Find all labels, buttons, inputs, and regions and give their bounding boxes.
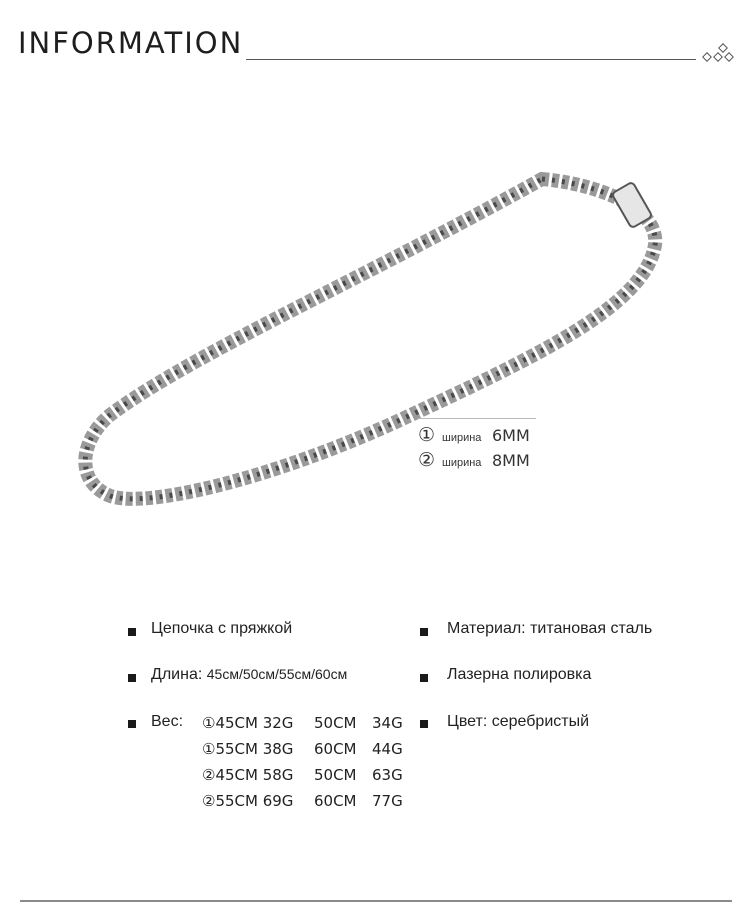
page-title: INFORMATION [18,26,244,60]
bullet-icon [420,720,428,728]
length-values: 45см/50см/55см/60см [206,666,348,682]
weight-row [202,766,403,784]
weight-grams: 63G [372,766,403,784]
bullet-icon [420,674,428,682]
bullet-icon [128,720,136,728]
length-label: Длина: [151,666,203,683]
diamond-ornament-icon [700,40,740,66]
legend-number: ① [418,424,436,446]
width-legend [418,424,538,474]
bullet-icon [128,674,136,682]
weight-grams: 44G [372,740,403,758]
weight-row [202,740,403,758]
weight-label: Вес: [151,713,184,730]
legend-number: ② [418,449,436,471]
spec-clasp: Цепочка с пряжкой [151,620,293,637]
legend-row [418,424,538,449]
weight-row [202,714,403,732]
weight-grams: 34G [372,714,403,732]
weight-size: ①55CM 38G [202,740,294,758]
header-divider [246,59,696,60]
weight-size: ②45CM 58G [202,766,294,784]
spec-polish: Лазерна полировка [447,666,592,683]
chain-necklace-image [70,165,670,535]
legend-divider [418,418,536,419]
spec-color: Цвет: серебристый [447,713,590,730]
legend-row [418,449,538,474]
footer-divider [20,900,732,902]
bullet-icon [128,628,136,636]
weight-length: 60CM [314,792,357,810]
weight-length: 50CM [314,766,357,784]
legend-value: 6MM [492,426,530,445]
bullet-icon [420,628,428,636]
legend-label: ширина [442,432,482,444]
weight-size: ①45CM 32G [202,714,294,732]
weight-row [202,792,403,810]
weight-length: 50CM [314,714,357,732]
spec-material: Материал: титановая сталь [447,620,653,637]
weight-size: ②55CM 69G [202,792,294,810]
spec-length [151,666,347,684]
weight-length: 60CM [314,740,357,758]
legend-value: 8MM [492,451,530,470]
legend-label: ширина [442,457,482,469]
weight-grams: 77G [372,792,403,810]
